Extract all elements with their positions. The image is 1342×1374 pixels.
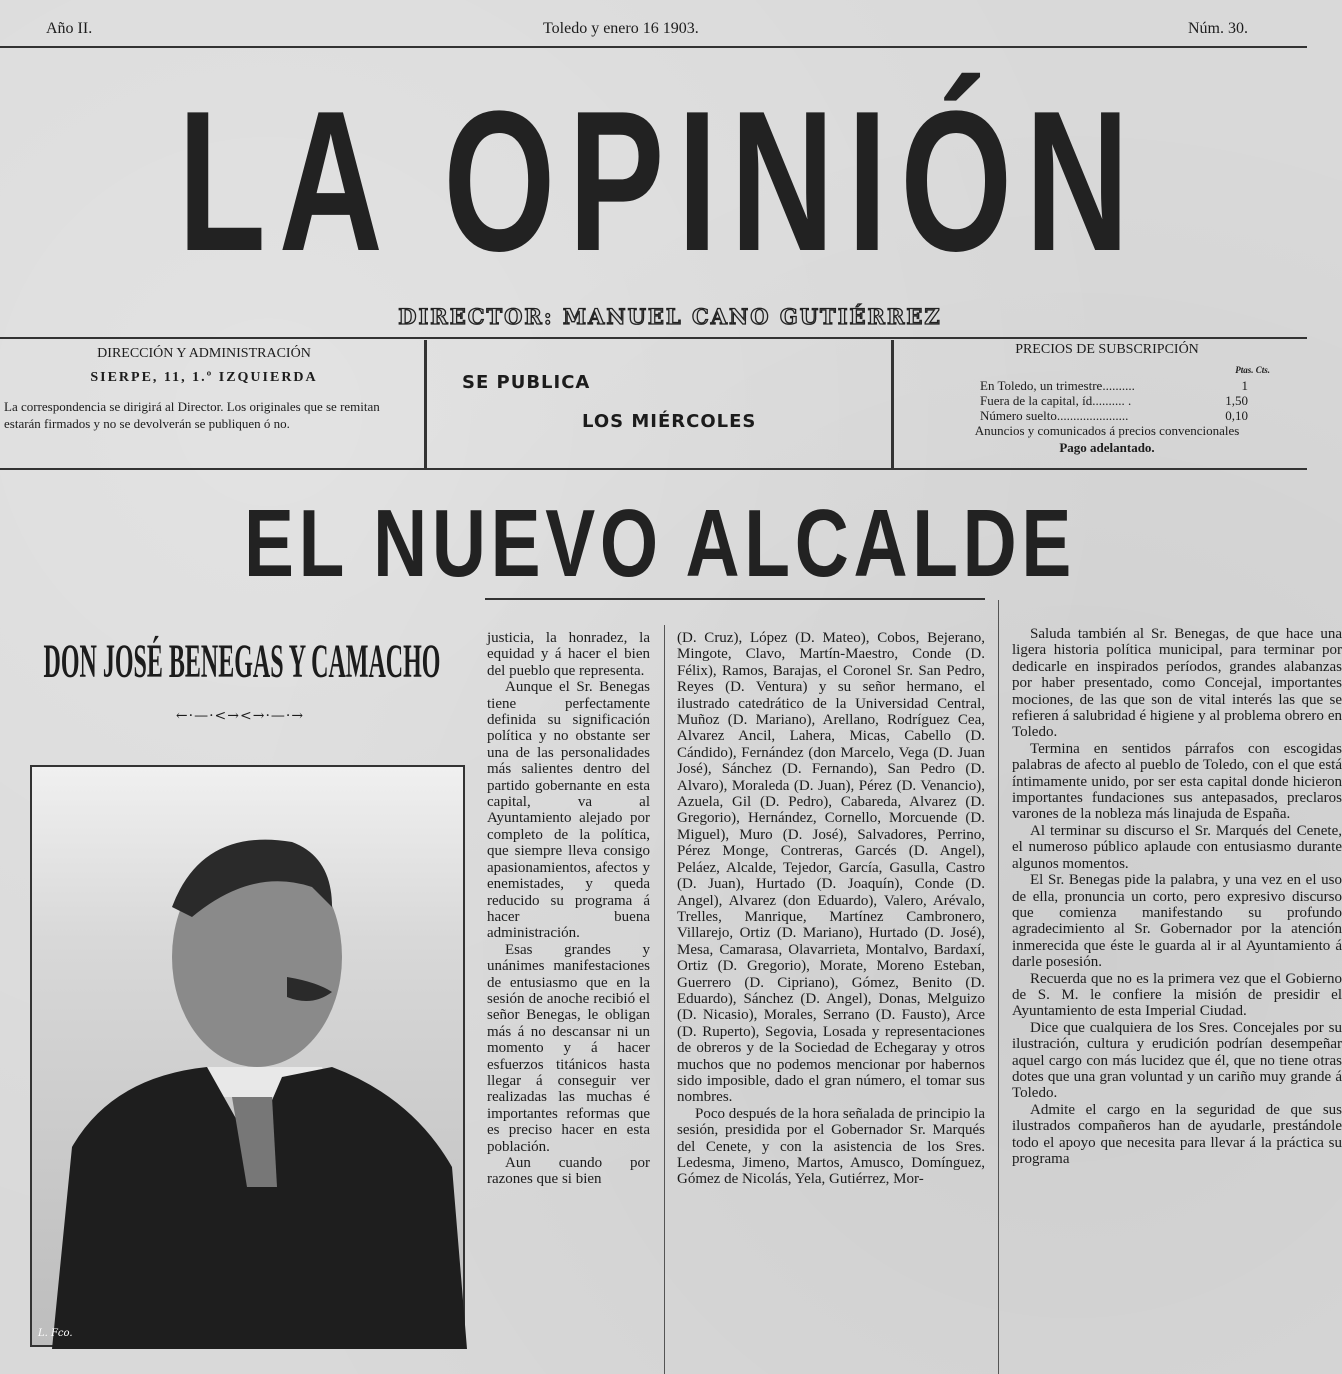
article-headline: EL NUEVO ALCALDE	[243, 490, 1077, 597]
price-value: 1	[1241, 378, 1248, 393]
portrait-figure	[32, 767, 467, 1349]
price-value: 0,10	[1225, 408, 1248, 423]
price-row	[980, 378, 1248, 393]
publication-line1: SE PUBLICA	[462, 372, 591, 393]
issue-number: Núm. 30.	[1188, 20, 1248, 37]
price-row	[980, 393, 1248, 408]
ornament-divider: ←·—·<→<→·—·→	[175, 708, 305, 724]
admin-box	[4, 346, 404, 432]
column-rule	[998, 600, 999, 1374]
admin-address: SIERPE, 11, 1.º IZQUIERDA	[90, 370, 318, 385]
paragraph: Aunque el Sr. Benegas tiene perfectamente definida su significación política y no obstante ser una de las personalidades más salientes dentro del partido gobernante en esta capital, va al Ayuntamiento alejado por completo de la política, que siempre lleva consigo apasionamientos, afectos y enemistades, y queda reducido su programa á hacer buena administración.	[487, 679, 650, 942]
paragraph: Recuerda que no es la primera vez que el Gobierno de S. M. le confiere la misión de presidir el Ayuntamiento de esta Imperial Ciudad.	[1012, 970, 1342, 1020]
newspaper-title: LA OPINIÓN	[177, 70, 1143, 293]
payment-note: Pago adelantado.	[1059, 440, 1155, 455]
paragraph: Saluda también al Sr. Benegas, de que hace una ligera historia política municipal, para terminar por dedicarle en inspirados períodos, grandes alabanzas por haber presentado, como Concejal, importantes mociones, de las que son de vital interés las que se refieren á salubridad é higiene y al problema obrero en Toledo.	[1012, 626, 1342, 741]
date-place: Toledo y enero 16 1903.	[543, 20, 699, 37]
ads-note: Anuncios y comunicados á precios convencionales	[974, 423, 1240, 438]
article-subheadline: DON JOSÉ BENEGAS Y CAMACHO	[43, 635, 441, 688]
box-divider	[424, 340, 427, 468]
portrait-photo	[30, 765, 465, 1347]
admin-heading: DIRECCIÓN Y ADMINISTRACIÓN	[97, 346, 311, 361]
article-column-1	[487, 630, 650, 1188]
paragraph: Esas grandes y unánimes manifestaciones de entusiasmo que en la sesión de anoche recibió el señor Benegas, le obligan más á no descansar ni un momento y á hacer esfuerzos titánicos hasta llegar á conseguir ver realizadas las muchas é importantes reformas que es preciso hacer en esta población.	[487, 941, 650, 1155]
prices-unit-header: Ptas. Cts.	[1235, 365, 1270, 375]
price-label: Número suelto......................	[980, 408, 1129, 423]
paragraph: Admite el cargo en la seguridad de que sus ilustrados compañeros han de ayudarle, prestándole todo el apoyo que necesita para llevar á la práctica su programa	[1012, 1101, 1342, 1167]
paragraph: Termina en sentidos párrafos con escogidas palabras de afecto al pueblo de Toledo, con el que está íntimamente unido, por ser esta capital donde hicieron importantes fundaciones sus antepasados, preclaros varones de la nobleza más linajuda de España.	[1012, 740, 1342, 823]
boxes-rule	[0, 468, 1307, 470]
year-label: Año II.	[46, 20, 93, 37]
prices-heading: PRECIOS DE SUBSCRIPCIÓN	[1015, 342, 1199, 357]
director-line: DIRECTOR: MANUEL CANO GUTIÉRREZ	[398, 304, 942, 329]
column-rule	[664, 625, 665, 1374]
paragraph: El Sr. Benegas pide la palabra, y una vez en el uso de ella, pronuncia un corto, pero expresivo discurso que comienza manifestando su profundo agradecimiento al Sr. Gobernador por la atención inmerecida que éste le guarda al ir al Ayuntamiento á darle posesión.	[1012, 872, 1342, 971]
article-column-3-clip	[1012, 626, 1342, 1374]
paragraph: Poco después de la hora señalada de principio la sesión, presidida por el Gobernador Sr. Marqués del Cenete, y con la asistencia de los Sres. Ledesma, Jimeno, Martos, Amusco, Domínguez, Gómez de Nicolás, Yela, Gutiérrez, Mor-	[677, 1105, 985, 1188]
photo-signature: L. Fco.	[38, 1328, 73, 1339]
article-column-2	[677, 630, 985, 1188]
article-column-3	[1012, 626, 1342, 1167]
paragraph: Aun cuando por razones que si bien	[487, 1155, 650, 1188]
price-row	[980, 408, 1248, 423]
paragraph: justicia, la honradez, la equidad y á hacer el bien del pueblo que representa.	[487, 630, 650, 679]
paragraph: Al terminar su discurso el Sr. Marqués del Cenete, el numeroso público aplaude con entusiasmo durante algunos momentos.	[1012, 822, 1342, 872]
masthead-rule	[0, 337, 1307, 339]
publication-line2: LOS MIÉRCOLES	[582, 411, 757, 432]
box-divider	[891, 340, 894, 468]
prices-box	[936, 342, 1278, 455]
headline-underline	[485, 598, 985, 600]
admin-note: La correspondencia se dirigirá al Director. Los originales que se remitan estarán firmados y no se devolverán se publiquen ó no.	[4, 399, 380, 431]
paragraph: Dice que cualquiera de los Sres. Concejales por su ilustración, cultura y erudición podrían desempeñar aquel cargo con más lucidez que él, que no tiene otras dotes que una gran voluntad y un cariño muy grande á Toledo.	[1012, 1019, 1342, 1102]
price-value: 1,50	[1225, 393, 1248, 408]
price-label: En Toledo, un trimestre..........	[980, 378, 1135, 393]
paragraph: (D. Cruz), López (D. Mateo), Cobos, Bejerano, Mingote, Clavo, Martín-Maestro, Conde (D. Félix), Ramos, Barajas, el Coronel Sr. San Pedro, Reyes (D. Ventura) y su señor hermano, el ilustrado catedrático de la Universidad Central, Muñoz (D. Mariano), Arellano, Rodríguez Cea, Alvarez Ancil, Lahera, Micas, Cabello (D. Cándido), Fernández (don Marcelo, Vega (D. Juan José), Sánchez (D. Fernando), San Pedro (D. Alvaro), Moraleda (D. Juan), Pérez (D. Venancio), Azuela, Gil (D. Pedro), Cabareda, Alvarez (D. Gregorio), Hernández, Cornello, Morcuende (D. Miguel), Muro (D. José), Salvadores, Perrino, Pérez Monge, Contreras, Garcés (D. Angel), Peláez, Alcalde, Tejedor, García, Gasulla, Castro (D. Juan), Hurtado (D. Joaquín), Conde (D. Angel), Alvarez (don Eduardo), Valero, Arévalo, Trelles, Manrique, Martínez Cambronero, Villarejo, Ortiz (D. Mariano), Hurtado (D. José), Mesa, Camarasa, Olavarrieta, Montalvo, Bardaxí, Ortiz (D. Gregorio), Morate, Moreno Esteban, Guerrero (D. Cipriano), Gómez, Benito (D. Eduardo), Sánchez (D. Angel), Donas, Melguizo (D. Nicasio), Morales, Serrano (D. Fausto), Arce (D. Ruperto), Segovia, Losada y representaciones de obreros y de la Sociedad de Echegaray y otros muchos que no podemos mencionar por habernos sido imposible, dado el gran número, el tomar sus nombres.	[677, 630, 985, 1106]
price-label: Fuera de la capital, íd.......... .	[980, 393, 1132, 408]
top-rule	[0, 46, 1307, 48]
